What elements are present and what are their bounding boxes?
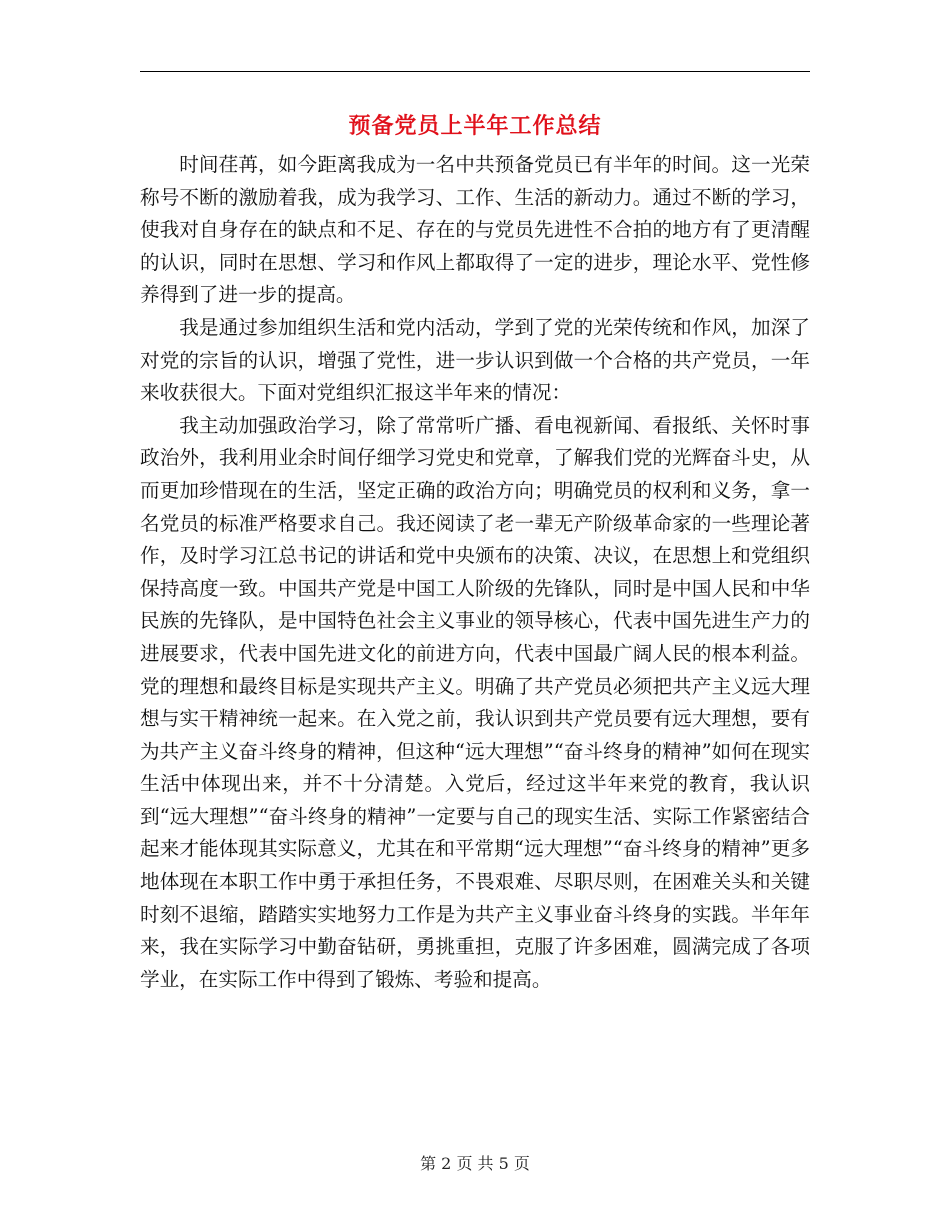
- page-footer: 第 2 页 共 5 页: [420, 1154, 530, 1173]
- document-title: 预备党员上半年工作总结: [348, 113, 602, 139]
- paragraph-1: 时间荏苒，如今距离我成为一名中共预备党员已有半年的时间。这一光荣称号不断的激励着我，成为我学习、工作、生活的新动力。通过不断的学习，使我对自身存在的缺点和不足、存在的与党员先进性不合拍的地方有了更清醒的认识，同时在思想、学习和作风上都取得了一定的进步，理论水平、党性修养得到了进一步的提高。: [140, 153, 810, 307]
- document-body: [140, 149, 810, 996]
- paragraph-3: 我主动加强政治学习，除了常常听广播、看电视新闻、看报纸、关怀时事政治外，我利用业余时间仔细学习党史和党章，了解我们党的光辉奋斗史，从而更加珍惜现在的生活，坚定正确的政治方向；明确党员的权利和义务，拿一名党员的标准严格要求自己。我还阅读了老一辈无产阶级革命家的一些理论著作，及时学习江总书记的讲话和党中央颁布的决策、决议，在思想上和党组织保持高度一致。中国共产党是中国工人阶级的先锋队，同时是中国人民和中华民族的先锋队，是中国特色社会主义事业的领导核心，代表中国先进生产力的进展要求，代表中国先进文化的前进方向，代表中国最广阔人民的根本利益。党的理想和最终目标是实现共产主义。明确了共产党员必须把共产主义远大理想与实干精神统一起来。在入党之前，我认识到共产党员要有远大理想，要有为共产主义奋斗终身的精神，但这种“远大理想”“奋斗终身的精神”如何在现实生活中体现出来，并不十分清楚。入党后，经过这半年来党的教育，我认识到“远大理想”“奋斗终身的精神”一定要与自己的现实生活、实际工作紧密结合起来才能体现其实际意义，尤其在和平常期“远大理想”“奋斗终身的精神”更多地体现在本职工作中勇于承担任务，不畏艰难、尽职尽则，在困难关头和关键时刻不退缩，踏踏实实地努力工作是为共产主义事业奋斗终身的实践。半年年来，我在实际学习中勤奋钻研，勇挑重担，克服了许多困难，圆满完成了各项学业，在实际工作中得到了锻炼、考验和提高。: [140, 413, 810, 991]
- header-rule: [140, 71, 810, 72]
- paragraph-2: 我是通过参加组织生活和党内活动，学到了党的光荣传统和作风，加深了对党的宗旨的认识，增强了党性，进一步认识到做一个合格的共产党员，一年来收获很大。下面对党组织汇报这半年来的情况：: [140, 315, 810, 405]
